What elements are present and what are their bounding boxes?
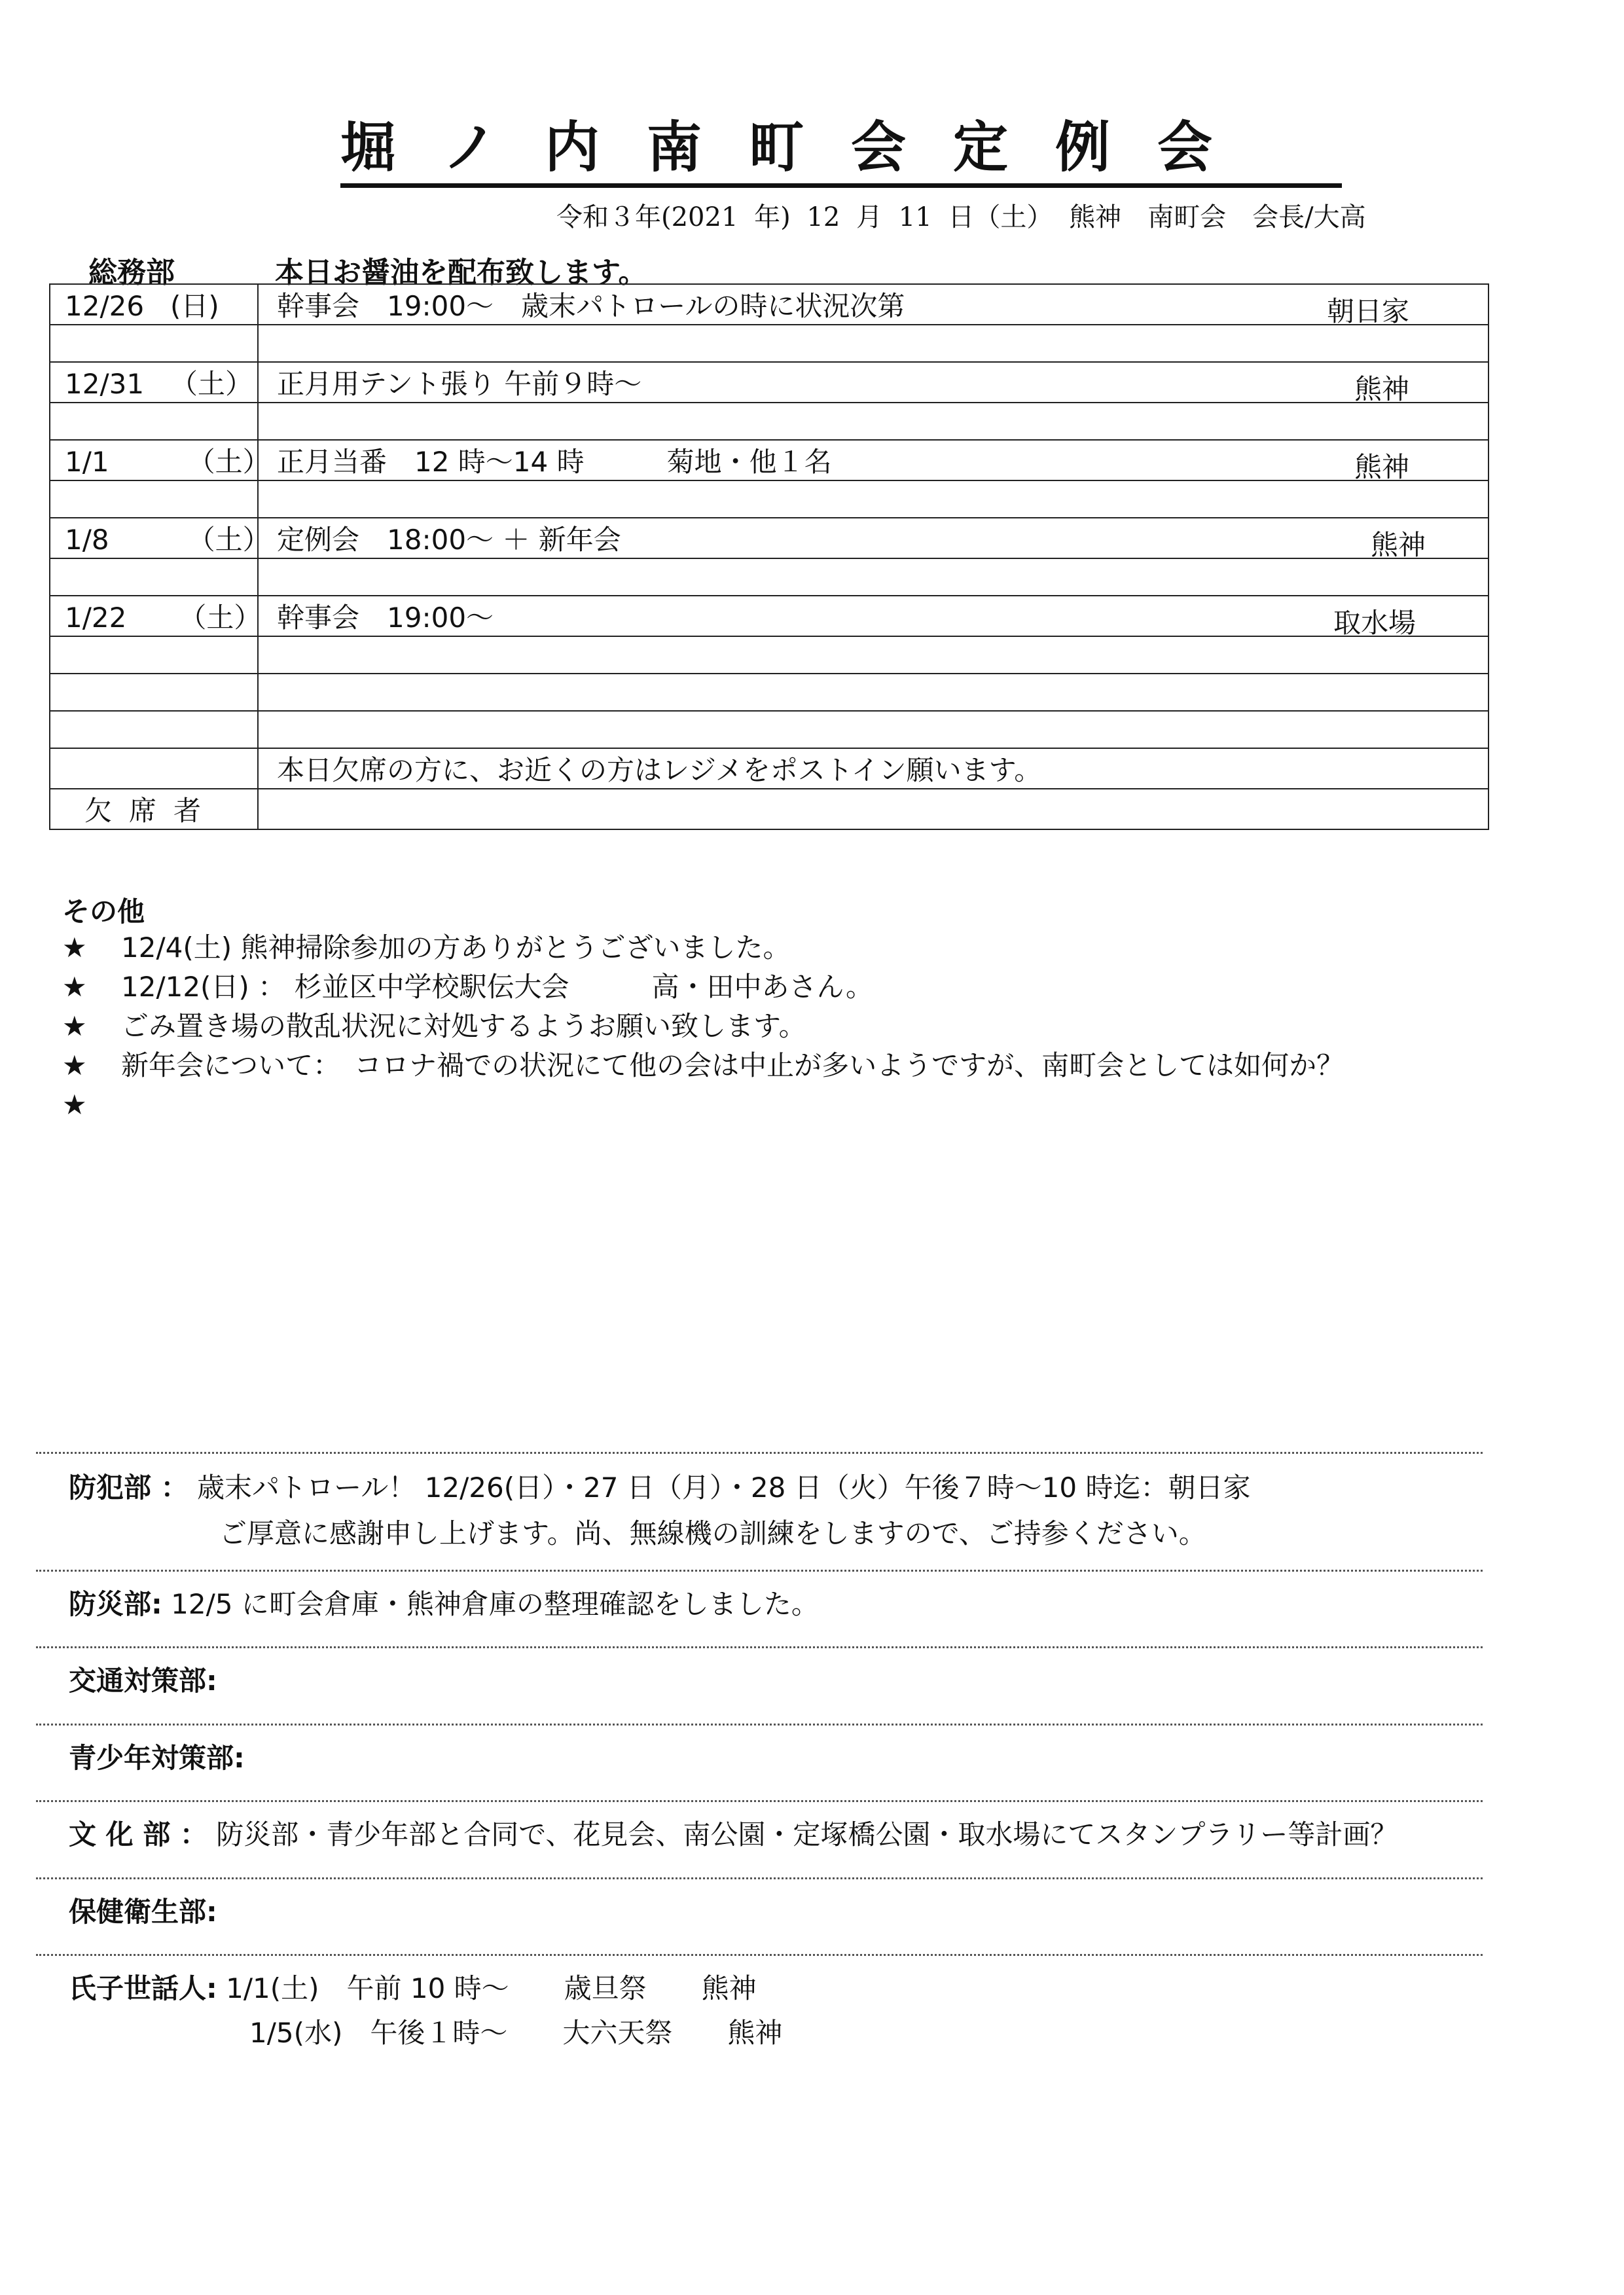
section-divider [36, 1877, 1483, 1879]
table-row [50, 711, 1489, 748]
section-divider [36, 1570, 1483, 1572]
schedule-event-cell [258, 284, 1489, 325]
schedule-event: 定例会 18:00～ ＋ 新年会 [277, 524, 621, 556]
schedule-event-cell [258, 674, 1489, 711]
table-row [50, 596, 1489, 636]
star-icon: ★ [62, 1010, 87, 1042]
list-item [62, 928, 1568, 967]
section-divider [36, 1954, 1483, 1956]
schedule-date-cell [50, 748, 258, 789]
schedule-date-cell [50, 325, 258, 362]
absent-value-cell [258, 789, 1489, 829]
others-item-text: ごみ置き場の散乱状況に対処するようお願い致します。 [121, 1010, 806, 1042]
schedule-event-cell [258, 403, 1489, 440]
schedule-date-cell [50, 674, 258, 711]
schedule-place: 熊神 [1354, 373, 1409, 405]
schedule-date-cell [50, 636, 258, 674]
crime-prevention-section [69, 1466, 1250, 1551]
schedule-day: （土） [187, 446, 270, 478]
shrine-parishioner-section [69, 1967, 782, 2051]
disaster-prevention-text: 12/5 に町会倉庫・熊神倉庫の整理確認をしました。 [171, 1588, 819, 1620]
table-row [50, 636, 1489, 674]
schedule-date-cell [50, 440, 270, 480]
schedule-event: 正月当番 12 時～14 時 菊地・他１名 [277, 446, 832, 478]
schedule-place: 熊神 [1354, 451, 1409, 483]
table-row [50, 558, 1489, 596]
health-section [69, 1890, 217, 1930]
star-icon: ★ [62, 931, 87, 964]
schedule-date-cell [50, 480, 258, 518]
schedule-date-cell [50, 596, 262, 636]
shrine-parishioner-label: 氏子世話人: [69, 1972, 217, 2004]
star-icon: ★ [62, 1049, 87, 1081]
schedule-event-cell [258, 636, 1489, 674]
schedule-event: 正月用テント張り 午前９時～ [277, 368, 642, 400]
table-row [50, 403, 1489, 440]
crime-prevention-line1: 歳末パトロール！ 12/26(日）・27 日（月）・28 日（火）午後７時～10 時迄：朝日家 [196, 1472, 1251, 1504]
absent-label-cell [50, 789, 258, 829]
shrine-parishioner-line1: 1/1(土) 午前 10 時～ 歳旦祭 熊神 [226, 1972, 757, 2004]
table-row [50, 518, 1489, 558]
table-row [50, 748, 1489, 789]
shrine-parishioner-line2: 1/5(水) 午後１時～ 大六天祭 熊神 [249, 2017, 783, 2049]
others-item-text: 12/12(日) ： 杉並区中学校駅伝大会 高・田中あさん。 [121, 971, 874, 1003]
absent-row [50, 789, 1489, 829]
culture-text: 防災部・青少年部と合同で、花見会、南公園・定塚橋公園・取水場にてスタンプラリー等計画？ [216, 1818, 1398, 1851]
schedule-date: 12/26 [65, 290, 145, 322]
schedule-event-cell [258, 325, 1489, 362]
schedule-date: 1/8 [65, 524, 109, 556]
list-item [62, 1085, 1568, 1125]
schedule-date: 1/1 [65, 446, 109, 478]
disaster-prevention-section [69, 1583, 819, 1622]
general-affairs-label: 総務部 [88, 256, 175, 289]
section-divider [36, 1646, 1483, 1648]
schedule-date-cell [50, 284, 258, 325]
table-row [50, 284, 1489, 325]
health-label: 保健衛生部: [69, 1896, 217, 1928]
schedule-table [49, 283, 1489, 830]
traffic-label: 交通対策部: [69, 1665, 217, 1697]
crime-prevention-label: 防犯部 ： [69, 1472, 189, 1504]
meeting-date-line: 令和３年(2021 年) 12 月 11 日（土） 熊神 南町会 会長/大高 [556, 202, 1366, 232]
general-affairs-notice: 本日お醤油を配布致します。 [275, 256, 647, 289]
schedule-date-cell [50, 362, 258, 403]
others-list [62, 928, 1568, 1125]
schedule-event: 幹事会 19:00～ [277, 602, 494, 634]
absent-label: 欠席者 [84, 795, 219, 827]
schedule-date: 12/31 [65, 368, 145, 400]
posting-request-note: 本日欠席の方に、お近くの方はレジメをポストイン願います。 [277, 754, 1042, 786]
page-title: 堀ノ内南町会定例会 [340, 111, 1342, 188]
others-item-text: 新年会について： コロナ禍での状況にて他の会は中止が多いようですが、南町会としては如何か？ [121, 1049, 1344, 1081]
star-icon: ★ [62, 971, 87, 1003]
schedule-event-cell [258, 518, 1489, 561]
schedule-event-cell [258, 711, 1489, 748]
schedule-event-cell [258, 596, 1489, 639]
list-item [62, 967, 1568, 1007]
others-item-text: 12/4(土) 熊神掃除参加の方ありがとうございました。 [121, 931, 791, 964]
schedule-place: 取水場 [1333, 607, 1416, 639]
schedule-event: 幹事会 19:00～ 歳末パトロールの時に状況次第 [277, 290, 905, 322]
culture-label: 文 化 部 ： [69, 1818, 208, 1851]
schedule-event-cell [258, 480, 1489, 518]
schedule-event-cell [258, 440, 1489, 483]
crime-prevention-line2: ご厚意に感謝申し上げます。尚、無線機の訓練をしますので、ご持参ください。 [219, 1517, 1206, 1549]
others-title: その他 [62, 895, 145, 928]
section-divider [36, 1452, 1483, 1454]
schedule-event-cell [258, 362, 1489, 403]
table-row [50, 440, 1489, 480]
star-icon: ★ [62, 1089, 87, 1121]
schedule-day: （土） [170, 368, 253, 400]
table-row [50, 325, 1489, 362]
section-divider [36, 1800, 1483, 1802]
schedule-date-cell [50, 518, 270, 558]
list-item [62, 1046, 1568, 1085]
schedule-day: （土） [187, 524, 270, 556]
section-divider [36, 1724, 1483, 1726]
schedule-event-cell [258, 558, 1489, 596]
list-item [62, 1007, 1568, 1046]
youth-section [69, 1737, 245, 1776]
table-row [50, 480, 1489, 518]
schedule-day: (日) [170, 290, 219, 322]
schedule-place: 朝日家 [1326, 295, 1409, 327]
disaster-prevention-label: 防災部: [69, 1588, 162, 1620]
schedule-day: （土） [179, 602, 262, 634]
schedule-event-cell [258, 748, 1489, 789]
table-row [50, 674, 1489, 711]
schedule-date-cell [50, 711, 258, 748]
schedule-date: 1/22 [65, 602, 127, 634]
youth-label: 青少年対策部: [69, 1742, 245, 1774]
schedule-date-cell [50, 558, 258, 596]
schedule-date-cell [50, 403, 258, 440]
traffic-section [69, 1659, 217, 1699]
culture-section [69, 1813, 1398, 1852]
schedule-place: 熊神 [1370, 529, 1426, 561]
table-row [50, 362, 1489, 403]
